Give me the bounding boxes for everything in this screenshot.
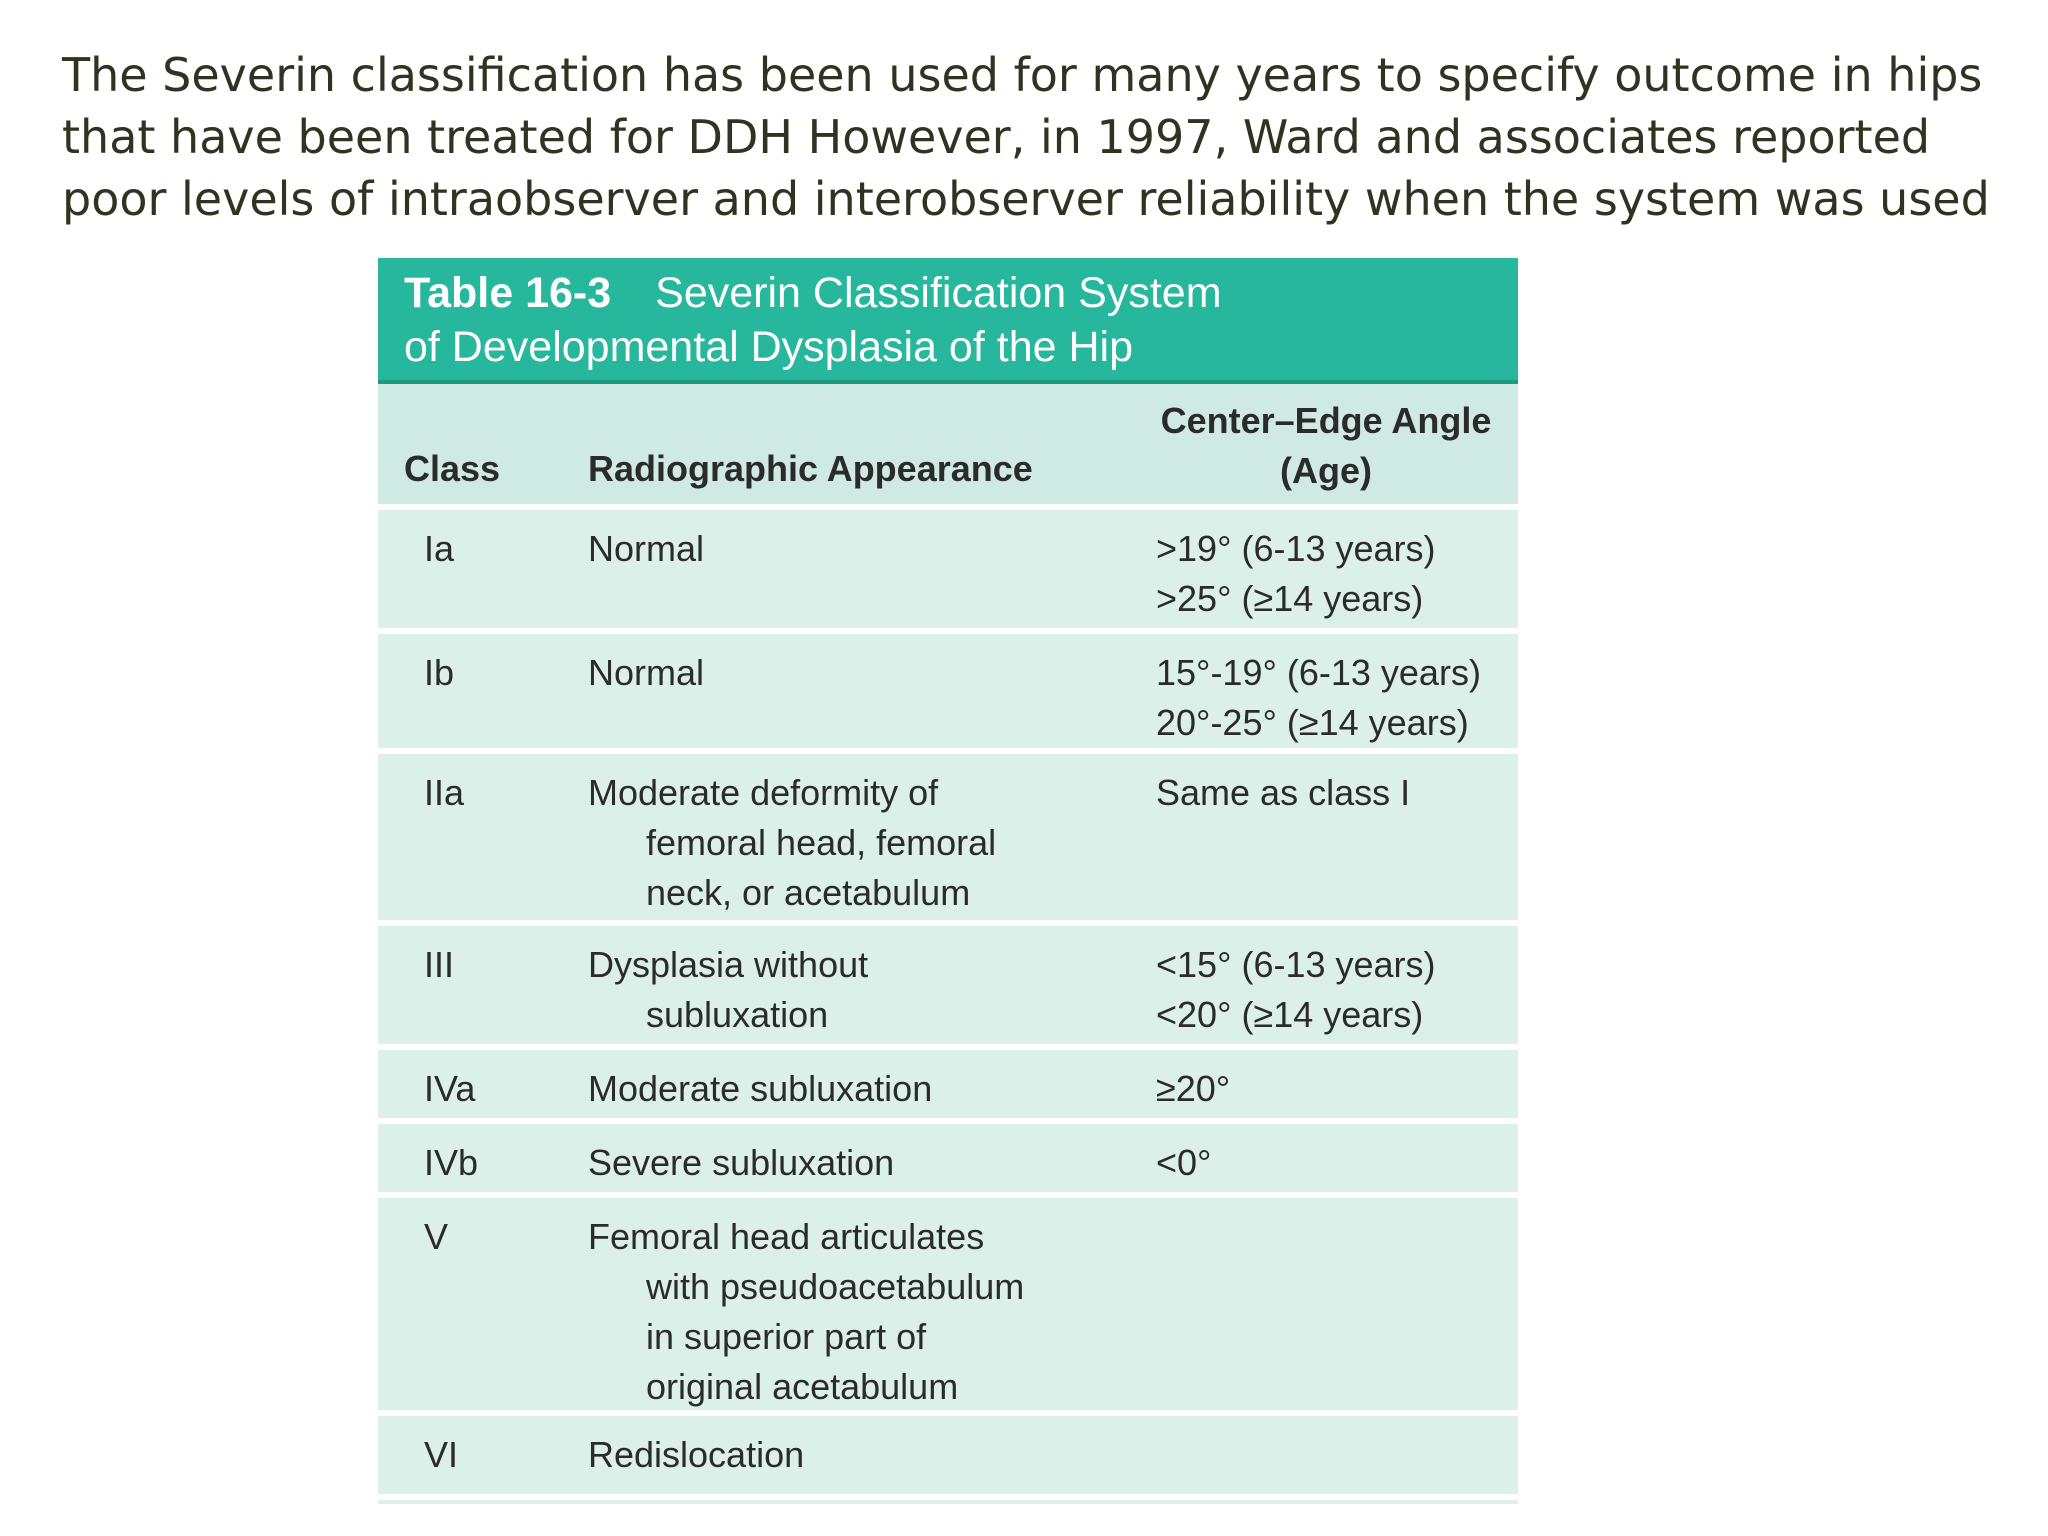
cell-class: IVa — [424, 1068, 476, 1109]
cell-class: V — [424, 1216, 449, 1257]
angle-line: <15° (6-13 years) — [1156, 944, 1436, 985]
appearance-line: Redislocation — [588, 1434, 805, 1475]
cell-angle — [1156, 524, 1516, 624]
cell-class: IVb — [424, 1142, 479, 1183]
cell-angle — [1156, 1064, 1516, 1114]
cell-appearance — [588, 1138, 1108, 1188]
appearance-line: with pseudoacetabulum — [646, 1266, 1025, 1307]
cell-angle — [1156, 648, 1516, 748]
table-row — [378, 1416, 1518, 1500]
cell-appearance — [588, 1064, 1108, 1114]
cell-angle — [1156, 1138, 1516, 1188]
table-row — [378, 926, 1518, 1050]
appearance-line: subluxation — [646, 994, 829, 1035]
table-row — [378, 1124, 1518, 1198]
cell-appearance — [588, 1212, 1108, 1412]
header-angle-line2: (Age) — [1280, 450, 1372, 491]
appearance-line: Normal — [588, 652, 705, 693]
cell-angle — [1156, 768, 1516, 818]
cell-class: Ia — [424, 528, 455, 569]
appearance-line: Normal — [588, 528, 705, 569]
angle-line: ≥20° — [1156, 1068, 1231, 1109]
table-title-line2: of Developmental Dysplasia of the Hip — [404, 323, 1133, 371]
table-body — [378, 510, 1518, 1500]
header-angle-line1: Center–Edge Angle — [1160, 400, 1492, 441]
cell-class: Ib — [424, 652, 455, 693]
header-angle — [1146, 396, 1506, 496]
cell-appearance — [588, 768, 1108, 918]
table-row — [378, 1050, 1518, 1124]
severin-table — [378, 258, 1518, 1504]
appearance-line: in superior part of — [646, 1316, 927, 1357]
appearance-line: neck, or acetabulum — [646, 872, 971, 913]
appearance-line: original acetabulum — [646, 1366, 959, 1407]
cell-class: IIa — [424, 772, 465, 813]
angle-line: 20°-25° (≥14 years) — [1156, 702, 1469, 743]
angle-line: 15°-19° (6-13 years) — [1156, 652, 1481, 693]
appearance-line: Femoral head articulates — [588, 1216, 985, 1257]
appearance-line: Moderate subluxation — [588, 1068, 933, 1109]
table-row — [378, 1198, 1518, 1416]
cell-appearance — [588, 1430, 1108, 1480]
appearance-line: Dysplasia without — [588, 944, 869, 985]
table-title — [378, 258, 1518, 384]
header-appearance: Radiographic Appearance — [588, 448, 1033, 489]
angle-line: <20° (≥14 years) — [1156, 994, 1424, 1035]
angle-line: Same as class I — [1156, 772, 1411, 813]
intro-paragraph: The Severin classification has been used for many years to specify outcome in hips that have been treated for DDH However, in 1997, Ward and associates reported poor levels of intraobserver and interobserver reliability when the system was used — [62, 48, 1990, 226]
appearance-line: femoral head, femoral — [646, 822, 997, 863]
table-label: Table 16-3 — [404, 269, 612, 317]
table-row — [378, 510, 1518, 634]
cell-class: III — [424, 944, 455, 985]
angle-line: >25° (≥14 years) — [1156, 578, 1424, 619]
cell-appearance — [588, 524, 1108, 574]
angle-line: >19° (6-13 years) — [1156, 528, 1436, 569]
appearance-line: Severe subluxation — [588, 1142, 895, 1183]
angle-line: <0° — [1156, 1142, 1212, 1183]
table-row — [378, 634, 1518, 754]
table-row — [378, 754, 1518, 926]
table-header-row — [378, 384, 1518, 510]
header-class: Class — [404, 448, 501, 489]
table-title-line1: Severin Classification System — [655, 269, 1222, 317]
cell-appearance — [588, 648, 1108, 698]
cell-class: VI — [424, 1434, 459, 1475]
cell-appearance — [588, 940, 1108, 1040]
appearance-line: Moderate deformity of — [588, 772, 939, 813]
cell-angle — [1156, 940, 1516, 1040]
